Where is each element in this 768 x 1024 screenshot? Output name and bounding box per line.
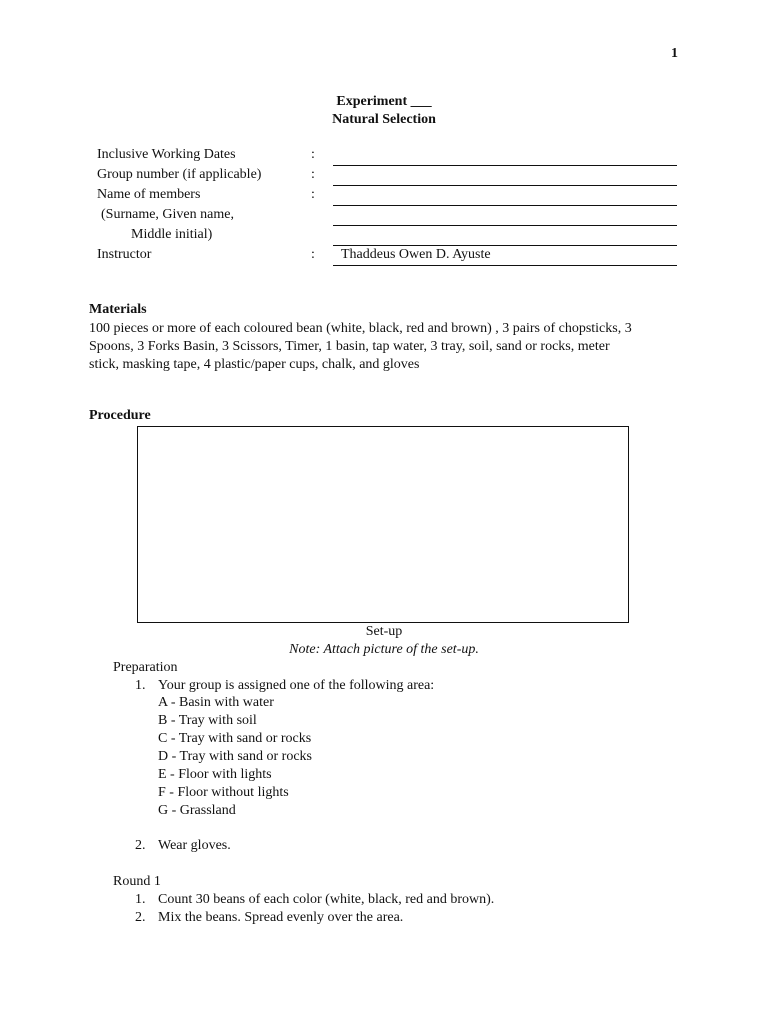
area-item: A - Basin with water: [158, 695, 274, 710]
materials-line-1: 100 pieces or more of each coloured bean (white, black, red and brown) , 3 pairs of chopsticks, 3: [89, 321, 632, 336]
round1-step-1: Count 30 beans of each color (white, black, red and brown).: [158, 892, 495, 907]
field-label-members-hint-1: (Surname, Given name,: [101, 207, 234, 222]
field-colon: :: [311, 167, 315, 182]
setup-picture-box[interactable]: [137, 426, 629, 623]
area-item: D - Tray with sand or rocks: [158, 749, 312, 764]
experiment-subtitle: Natural Selection: [332, 112, 436, 127]
materials-line-2: Spoons, 3 Forks Basin, 3 Scissors, Timer, 1 basin, tap water, 3 tray, soil, sand or rocks, meter: [89, 339, 610, 354]
field-colon: :: [311, 247, 315, 262]
area-item: C - Tray with sand or rocks: [158, 731, 312, 746]
field-label-instructor: Instructor: [97, 247, 152, 262]
step-number: 1.: [135, 892, 146, 907]
area-item: B - Tray with soil: [158, 713, 257, 728]
materials-heading: Materials: [89, 302, 147, 317]
round1-step-2: Mix the beans. Spread evenly over the area.: [158, 910, 404, 925]
instructor-value: Thaddeus Owen D. Ayuste: [341, 247, 491, 262]
members-line-2[interactable]: [333, 225, 677, 226]
area-item: G - Grassland: [158, 803, 236, 818]
step-number: 2.: [135, 838, 146, 853]
area-item: F - Floor without lights: [158, 785, 289, 800]
field-label-group-number: Group number (if applicable): [97, 167, 262, 182]
setup-caption: Set-up: [365, 624, 403, 639]
preparation-step-2: Wear gloves.: [158, 838, 231, 853]
setup-note: Note: Attach picture of the set-up.: [289, 642, 479, 657]
procedure-heading: Procedure: [89, 408, 151, 423]
group-number-line[interactable]: [333, 185, 677, 186]
materials-line-3: stick, masking tape, 4 plastic/paper cups, chalk, and gloves: [89, 357, 420, 372]
field-label-members-hint-2: Middle initial): [131, 227, 213, 242]
step-number: 2.: [135, 910, 146, 925]
step-number: 1.: [135, 678, 146, 693]
field-colon: :: [311, 147, 315, 162]
round1-label: Round 1: [113, 874, 161, 889]
field-label-members: Name of members: [97, 187, 201, 202]
field-colon: :: [311, 187, 315, 202]
members-line-3[interactable]: [333, 245, 677, 246]
preparation-label: Preparation: [113, 660, 178, 675]
preparation-step-1: Your group is assigned one of the following area:: [158, 678, 435, 693]
instructor-line: [333, 265, 677, 266]
field-label-working-dates: Inclusive Working Dates: [97, 147, 236, 162]
experiment-title: Experiment ___: [336, 94, 432, 109]
area-item: E - Floor with lights: [158, 767, 272, 782]
working-dates-line[interactable]: [333, 165, 677, 166]
members-line-1[interactable]: [333, 205, 677, 206]
page-number: 1: [671, 46, 678, 61]
